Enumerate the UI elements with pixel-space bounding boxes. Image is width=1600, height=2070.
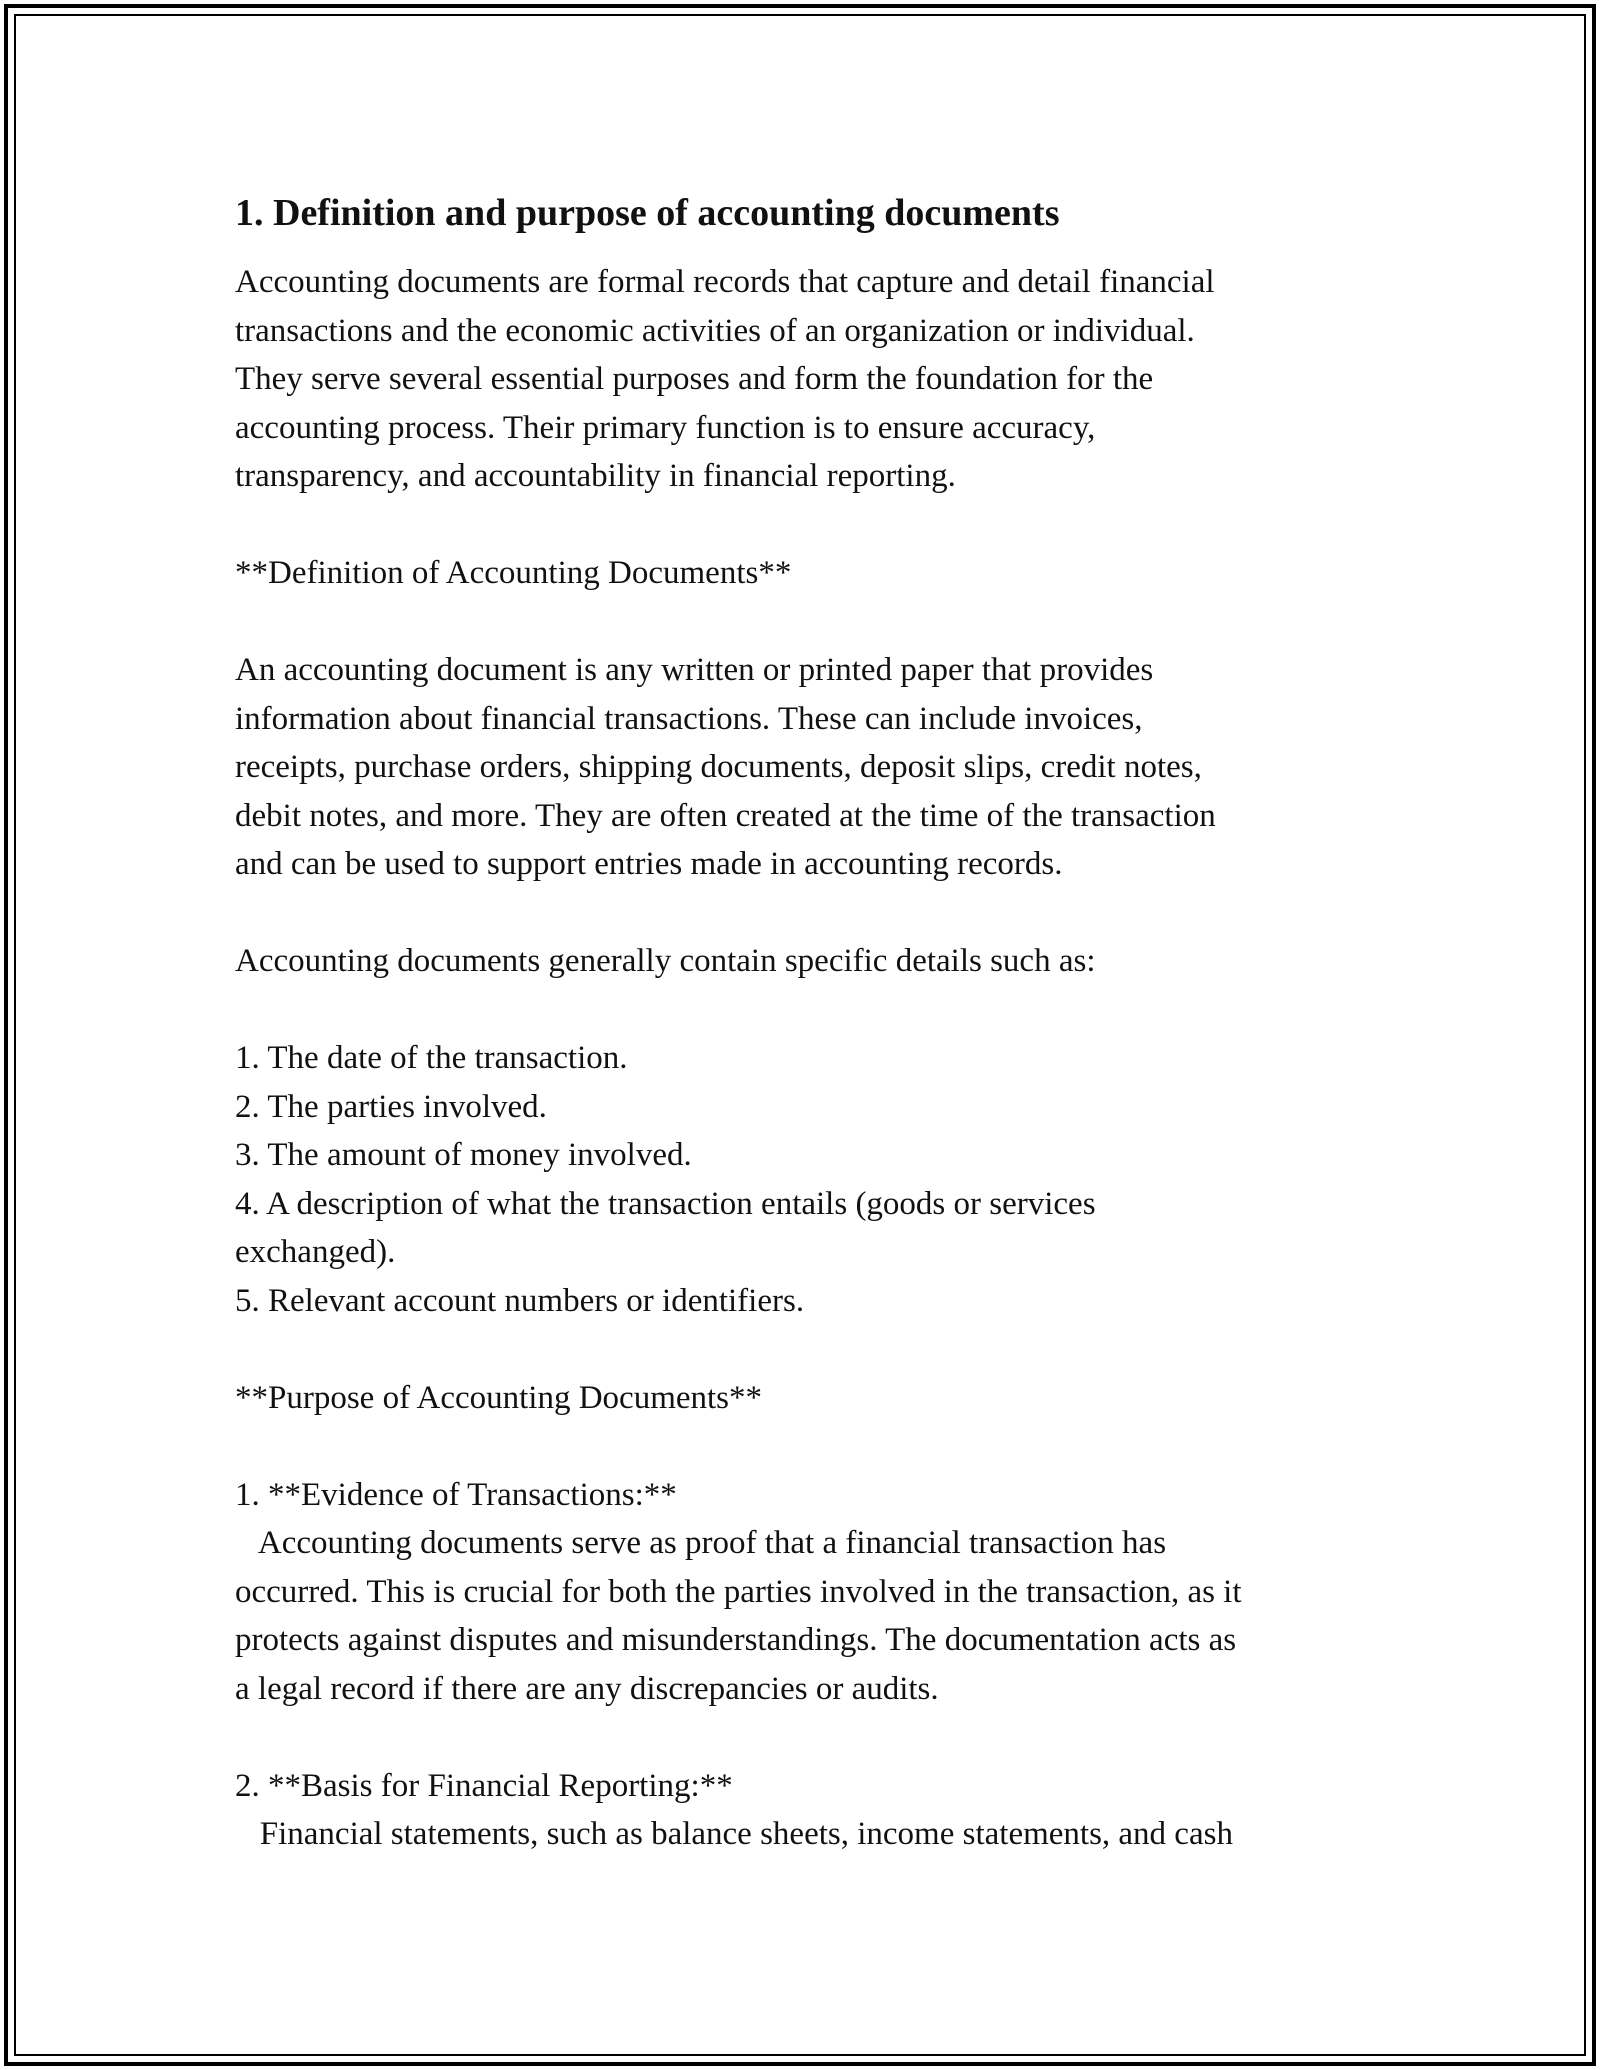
definition-heading: **Definition of Accounting Documents** (235, 555, 792, 591)
list-item: 1. The date of the transaction. (235, 1040, 628, 1076)
text-line: accounting process. Their primary function is to ensure accuracy, (235, 409, 1096, 446)
list-item: 5. Relevant account numbers or identifiers. (235, 1282, 805, 1319)
text-line: transparency, and accountability in financial reporting. (235, 458, 956, 494)
list-item: 3. The amount of money involved. (235, 1137, 692, 1173)
text-line: Accounting documents serve as proof that a financial transaction has (235, 1525, 1167, 1561)
text-line: transactions and the economic activities of an organization or individual. (235, 312, 1195, 349)
purpose-item-evidence (235, 1471, 1375, 1714)
purpose-heading: **Purpose of Accounting Documents** (235, 1379, 763, 1416)
text-line: and can be used to support entries made in accounting records. (235, 846, 1063, 882)
spacer (235, 1713, 1375, 1762)
spacer (235, 501, 1375, 550)
document-body (235, 186, 1375, 1859)
purpose-item-title: 1. **Evidence of Transactions:** (235, 1476, 677, 1513)
text-line: An accounting document is any written or printed paper that provides (235, 652, 1154, 688)
list-item-continuation: exchanged). (235, 1234, 396, 1270)
text-line: a legal record if there are any discrepancies or audits. (235, 1670, 939, 1707)
spacer (235, 889, 1375, 938)
text-line: receipts, purchase orders, shipping documents, deposit slips, credit notes, (235, 749, 1202, 785)
spacer (235, 1325, 1375, 1374)
purpose-item-reporting (235, 1762, 1375, 1859)
text-line: occurred. This is crucial for both the parties involved in the transaction, as it (235, 1573, 1242, 1610)
intro-paragraph (235, 258, 1375, 501)
text-line: Accounting documents are formal records that capture and detail financial (235, 264, 1215, 300)
text-line: protects against disputes and misunderstandings. The documentation acts as (235, 1622, 1237, 1658)
purpose-item-title: 2. **Basis for Financial Reporting:** (235, 1767, 733, 1804)
list-item: 4. A description of what the transaction entails (goods or services (235, 1185, 1096, 1222)
page-title: 1. Definition and purpose of accounting documents (235, 192, 1060, 234)
text-line: debit notes, and more. They are often created at the time of the transaction (235, 797, 1216, 834)
spacer (235, 986, 1375, 1035)
spacer (235, 1422, 1375, 1471)
text-line: They serve several essential purposes and form the foundation for the (235, 361, 1154, 397)
spacer (235, 598, 1375, 647)
details-list (235, 1034, 1375, 1325)
definition-paragraph (235, 646, 1375, 889)
text-line: Financial statements, such as balance sheets, income statements, and cash (235, 1816, 1233, 1852)
text-line: information about financial transactions. These can include invoices, (235, 700, 1143, 737)
details-intro: Accounting documents generally contain specific details such as: (235, 943, 1096, 979)
list-item: 2. The parties involved. (235, 1088, 547, 1125)
